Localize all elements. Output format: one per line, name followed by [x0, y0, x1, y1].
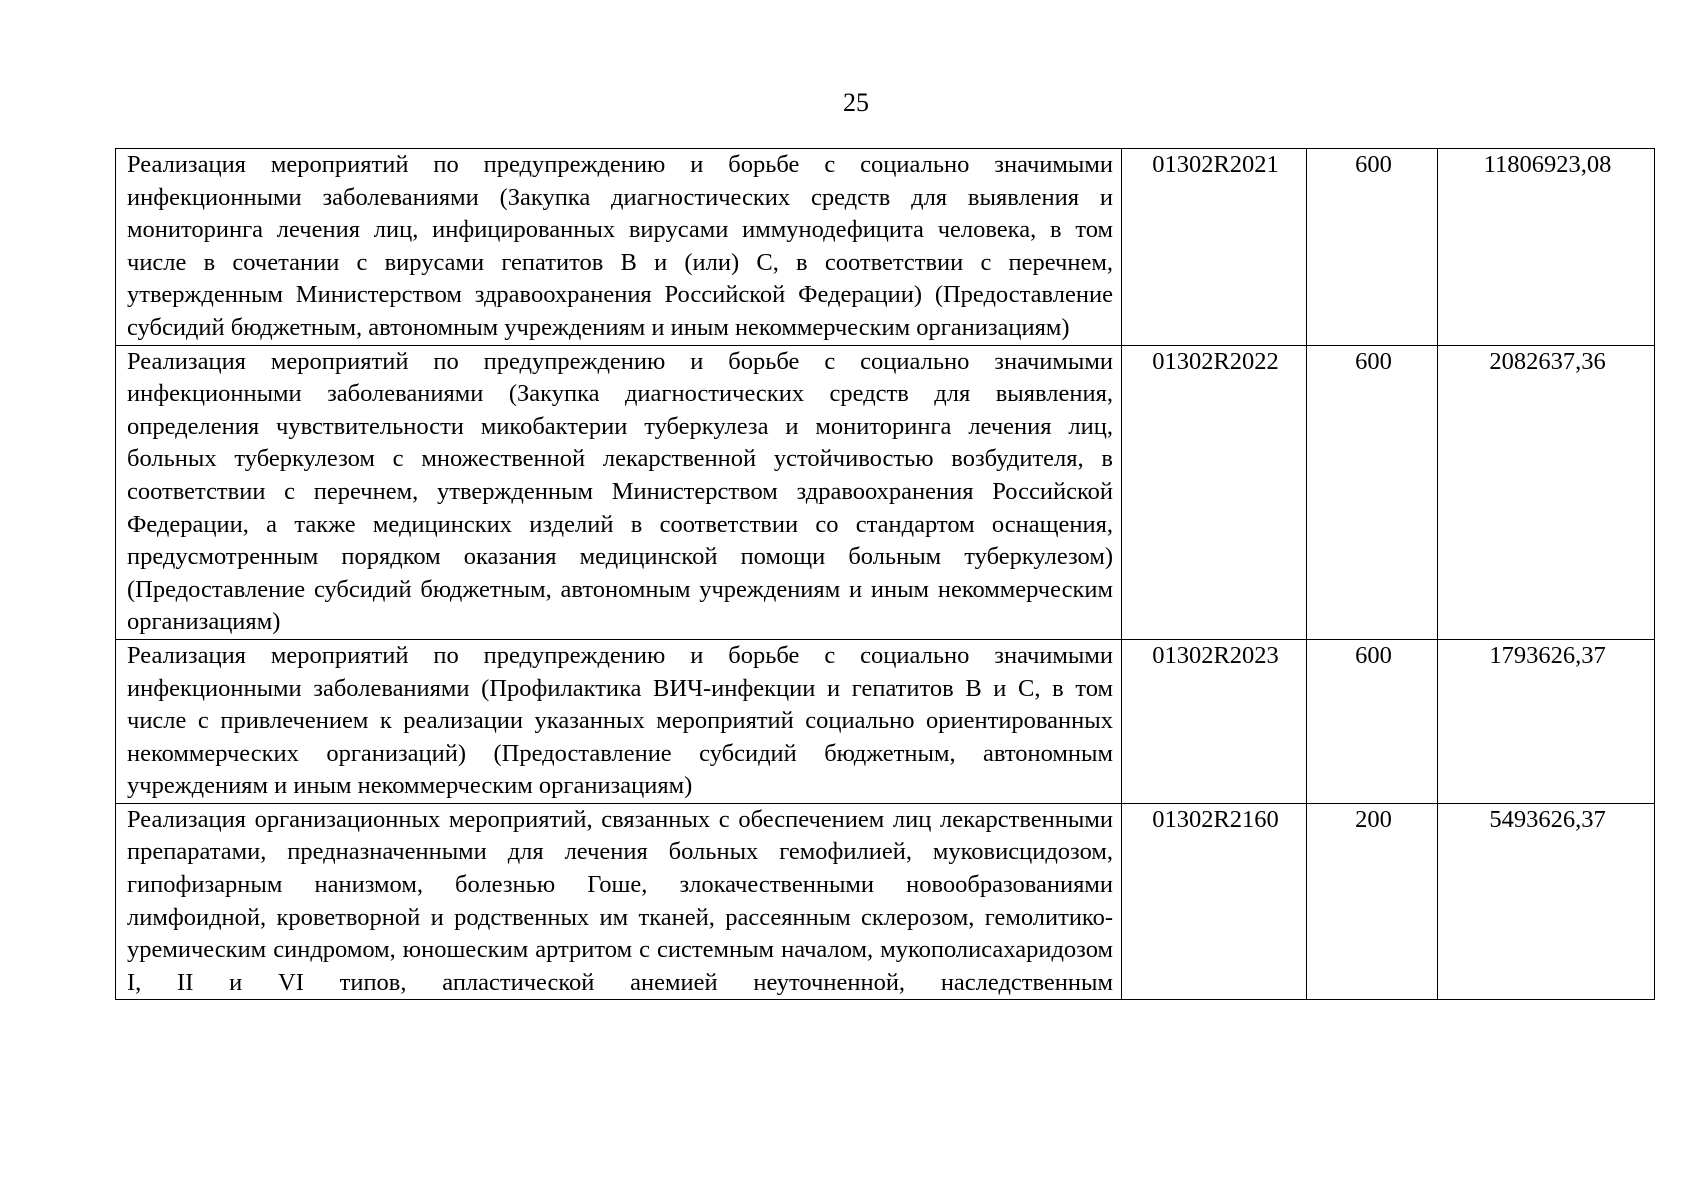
page-number: 25: [843, 88, 869, 117]
row-code: 01302R2023: [1122, 639, 1307, 803]
row-amount: 11806923,08: [1438, 149, 1655, 346]
table-row: [116, 803, 1655, 1000]
row-amount: 1793626,37: [1438, 639, 1655, 803]
row-expense-type: 600: [1307, 345, 1438, 639]
row-code: 01302R2021: [1122, 149, 1307, 346]
row-code: 01302R2022: [1122, 345, 1307, 639]
row-description: Реализация мероприятий по предупреждению и борьбе с социально значимыми инфекционными заболеваниями (Закупка диагностических средств для выявления, определения чувствительности микобактерии туберкулеза и мониторинга лечения лиц, больных туберкулезом с множественной лекарственной устойчивостью возбудителя, в соответствии с перечнем, утвержденным Министерством здравоохранения Российской Федерации, а также медицинских изделий в соответствии со стандартом оснащения, предусмотренным порядком оказания медицинской помощи больным туберкулезом) (Предоставление субсидий бюджетным, автономным учреждениям и иным некоммерческим организациям): [116, 345, 1122, 639]
row-expense-type: 200: [1307, 803, 1438, 1000]
row-expense-type: 600: [1307, 639, 1438, 803]
table-row: [116, 639, 1655, 803]
row-description: Реализация организационных мероприятий, связанных с обеспечением лиц лекарственными препаратами, предназначенными для лечения больных гемофилией, муковисцидозом, гипофизарным нанизмом, болезнью Гоше, злокачественными новообразованиями лимфоидной, кроветворной и родственных им тканей, рассеянным склерозом, гемолитико-уремическим синдромом, юношеским артритом с системным началом, мукополисахаридозом I, II и VI типов, апластической анемией неуточненной, наследственным: [116, 803, 1122, 1000]
row-amount: 2082637,36: [1438, 345, 1655, 639]
row-code: 01302R2160: [1122, 803, 1307, 1000]
row-expense-type: 600: [1307, 149, 1438, 346]
row-description: Реализация мероприятий по предупреждению и борьбе с социально значимыми инфекционными заболеваниями (Закупка диагностических средств для выявления и мониторинга лечения лиц, инфицированных вирусами иммунодефицита человека, в том числе в сочетании с вирусами гепатитов B и (или) C, в соответствии с перечнем, утвержденным Министерством здравоохранения Российской Федерации) (Предоставление субсидий бюджетным, автономным учреждениям и иным некоммерческим организациям): [116, 149, 1122, 346]
budget-table: [115, 148, 1655, 1000]
row-amount: 5493626,37: [1438, 803, 1655, 1000]
table-row: [116, 345, 1655, 639]
row-description: Реализация мероприятий по предупреждению и борьбе с социально значимыми инфекционными заболеваниями (Профилактика ВИЧ-инфекции и гепатитов B и C, в том числе с привлечением к реализации указанных мероприятий социально ориентированных некоммерческих организаций) (Предоставление субсидий бюджетным, автономным учреждениям и иным некоммерческим организациям): [116, 639, 1122, 803]
table-row: [116, 149, 1655, 346]
